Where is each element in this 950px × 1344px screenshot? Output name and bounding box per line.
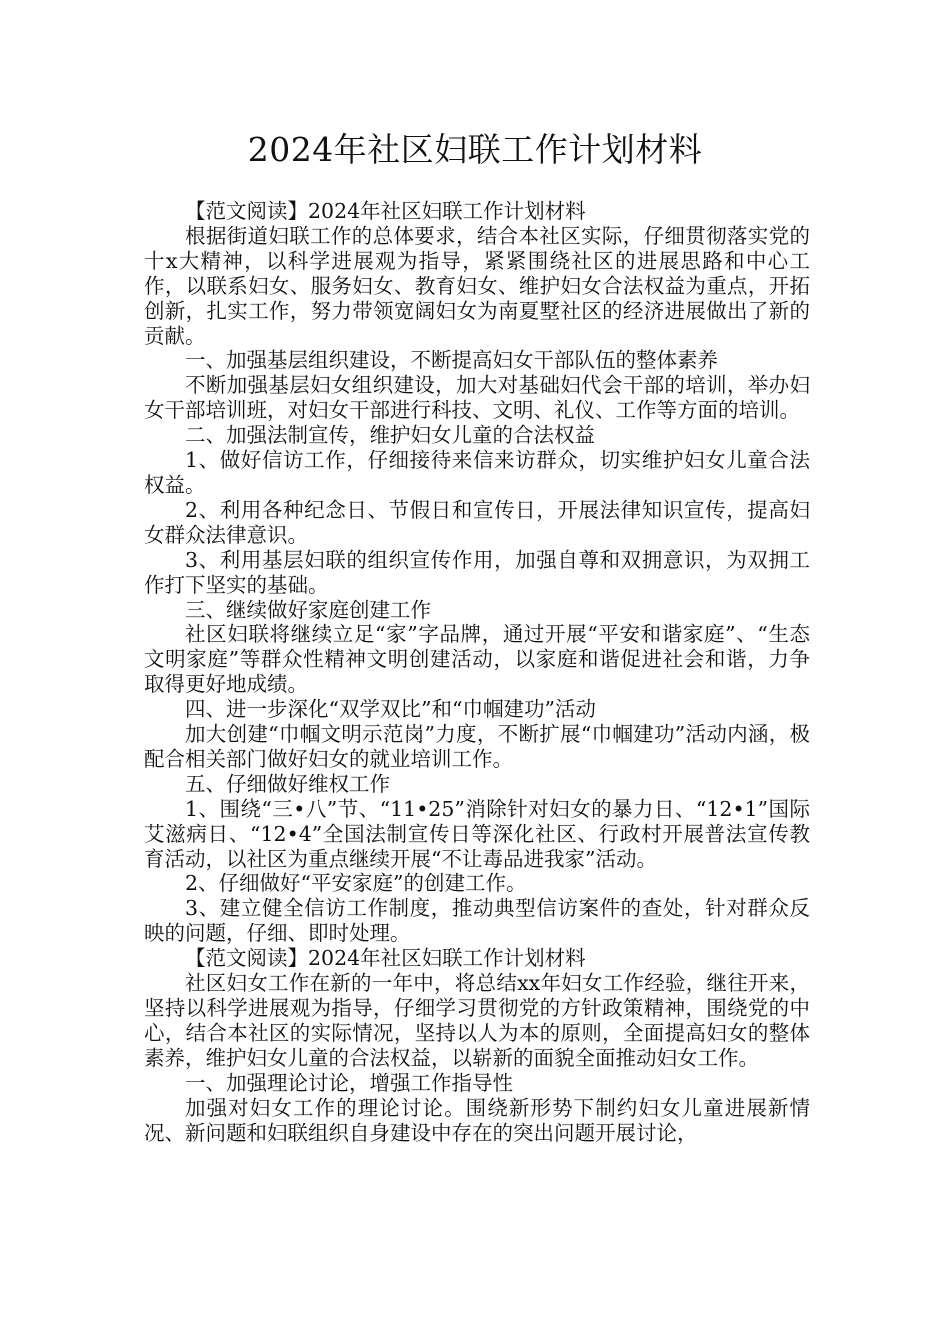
section-heading: 一、加强基层组织建设，不断提高妇女干部队伍的整体素养 — [185, 348, 718, 373]
section-heading: 二、加强法制宣传，维护妇女儿童的合法权益 — [185, 423, 595, 448]
paragraph: 3、利用基层妇联的组织宣传作用，加强自尊和双拥意识，为双拥工作打下坚实的基础。 — [144, 547, 810, 597]
section-heading: 五、仔细做好维权工作 — [185, 771, 390, 796]
paragraph: 加强对妇女工作的理论讨论。围绕新形势下制约妇女儿童进展新情况、新问题和妇联组织自身建设中存在的突出问题开展讨论， — [144, 1095, 810, 1145]
section-heading: 三、继续做好家庭创建工作 — [185, 597, 431, 622]
paragraph: 2、利用各种纪念日、节假日和宣传日，开展法律知识宣传，提高妇女群众法律意识。 — [144, 497, 810, 547]
paragraph: 加大创建“巾帼文明示范岗”力度，不断扩展“巾帼建功”活动内涵，极配合相关部门做好妇女的就业培训工作。 — [144, 722, 810, 771]
paragraph: 根据街道妇联工作的总体要求，结合本社区实际，仔细贯彻落实党的十x大精神，以科学进展观为指导，紧紧围绕社区的进展思路和中心工作，以联系妇女、服务妇女、教育妇女、维护妇女合法权益为重点，开拓创新，扎实工作，努力带领宽阔妇女为南夏墅社区的经济进展做出了新的贡献。 — [144, 223, 810, 348]
paragraph: 3、建立健全信访工作制度，推动典型信访案件的查处，针对群众反映的问题，仔细、即时处理。 — [144, 896, 810, 946]
paragraph: 不断加强基层妇女组织建设，加大对基础妇代会干部的培训，举办妇女干部培训班，对妇女干部进行科技、文明、礼仪、工作等方面的培训。 — [144, 373, 810, 423]
section-heading: 一、加强理论讨论，增强工作指导性 — [185, 1070, 513, 1095]
document-body — [144, 199, 810, 1145]
paragraph: 社区妇联将继续立足“家”字品牌，通过开展“平安和谐家庭”、“生态文明家庭”等群众性精神文明创建活动，以家庭和谐促进社会和谐，力争取得更好地成绩。 — [144, 622, 810, 697]
paragraph: 社区妇女工作在新的一年中，将总结xx年妇女工作经验，继往开来，坚持以科学进展观为指导，仔细学习贯彻党的方针政策精神，围绕党的中心，结合本社区的实际情况，坚持以人为本的原则，全面提高妇女的整体素养，维护妇女儿童的合法权益，以崭新的面貌全面推动妇女工作。 — [144, 971, 810, 1070]
document-title: 2024年社区妇联工作计划材料 — [247, 130, 703, 169]
paragraph: 【范文阅读】2024年社区妇联工作计划材料 — [185, 199, 586, 223]
paragraph: 【范文阅读】2024年社区妇联工作计划材料 — [185, 946, 586, 971]
paragraph: 2、仔细做好“平安家庭”的创建工作。 — [185, 871, 527, 896]
paragraph: 1、做好信访工作，仔细接待来信来访群众，切实维护妇女儿童合法权益。 — [144, 448, 810, 497]
paragraph: 1、围绕“三•八”节、“11•25”消除针对妇女的暴力日、“12•1”国际艾滋病日、“12•4”全国法制宣传日等深化社区、行政村开展普法宣传教育活动，以社区为重点继续开展“不让毒品进我家”活动。 — [144, 796, 810, 871]
section-heading: 四、进一步深化“双学双比”和“巾帼建功”活动 — [185, 697, 596, 722]
